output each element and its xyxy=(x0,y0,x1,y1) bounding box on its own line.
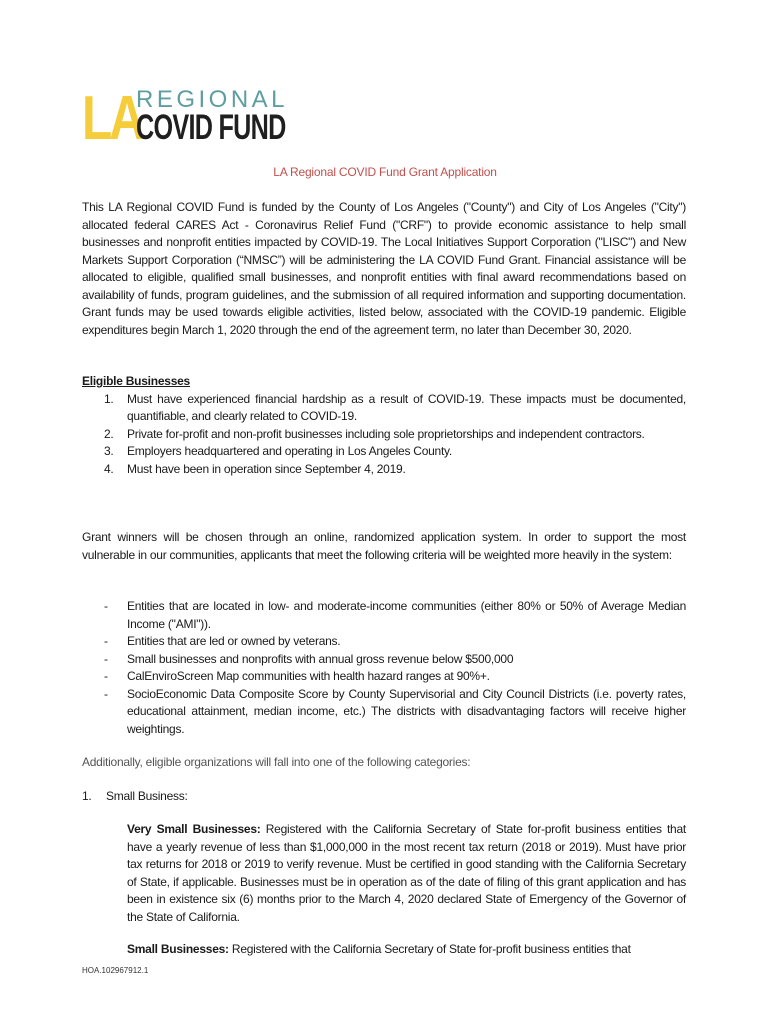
list-item xyxy=(82,461,686,479)
category-small-business xyxy=(82,788,686,806)
list-number: 1. xyxy=(104,391,114,406)
footer-doc-id: HOA.102967912.1 xyxy=(82,966,149,975)
list-text: SocioEconomic Data Composite Score by County Supervisorial and City Council Districts (i.e. poverty rates, educational attainment, median income, etc.) The districts with disadvantaging factors will receive higher weightings. xyxy=(127,686,686,736)
selection-paragraph: Grant winners will be chosen through an online, randomized application system. In order to support the most vulnerable in our communities, applicants that meet the following criteria will be weighted more heavily in the system: xyxy=(82,530,686,562)
list-text: Must have experienced financial hardship as a result of COVID-19. These impacts must be documented, quantifiable, and clearly related to COVID-19. xyxy=(127,391,686,423)
list-number: 2. xyxy=(104,426,114,441)
document-title: LA Regional COVID Fund Grant Application xyxy=(273,165,497,179)
category-label: Small Business: xyxy=(106,789,188,803)
very-small-label: Very Small Businesses: xyxy=(127,822,261,836)
criteria-list xyxy=(82,598,686,738)
list-number: 4. xyxy=(104,461,114,476)
list-item xyxy=(82,443,686,461)
logo-la: LA xyxy=(82,84,142,153)
logo-regional: REGIONAL xyxy=(136,86,289,113)
list-number: 1. xyxy=(82,789,92,803)
list-text: CalEnviroScreen Map communities with health hazard ranges at 90%+. xyxy=(127,669,490,683)
eligible-businesses-heading: Eligible Businesses xyxy=(82,374,190,388)
list-item xyxy=(82,426,686,444)
intro-paragraph: This LA Regional COVID Fund is funded by the County of Los Angeles ("County") and City of Los Angeles ("City") allocated federal CARES Act - Coronavirus Relief Fund ("CRF") to provide economic assistance to help small businesses and nonprofit entities impacted by COVID-19. The Local Initiatives Support Corporation ("LISC") and New Markets Support Corporation (“NMSC”) will be administering the LA COVID Fund Grant. Financial assistance will be allocated to eligible, qualified small businesses, and nonprofit entities with final award recommendations based on availability of funds, program guidelines, and the submission of all required information and supporting documentation. Grant funds may be used towards eligible activities, listed below, associated with the COVID-19 pandemic. Eligible expenditures begin March 1, 2020 through the end of the agreement term, no later than December 30, 2020. xyxy=(82,200,686,337)
list-item xyxy=(82,668,686,686)
additionally-paragraph: Additionally, eligible organizations will fall into one of the following categories: xyxy=(82,755,471,769)
small-text: Registered with the California Secretary of State for-profit business entities that xyxy=(228,942,631,956)
list-text: Employers headquartered and operating in Los Angeles County. xyxy=(127,444,453,458)
list-item xyxy=(82,633,686,651)
very-small-text: Registered with the California Secretary of State for-profit business entities that have a yearly revenue of less than $1,000,000 in the most recent tax return (2018 or 2019). Must have prior tax returns for 2018 or 2019 to verify revenue. Must be certified in good standing with the California Secretary of State, if applicable. Businesses must be in operation as of the date of filing of this grant application and has been in existence six (6) months prior to the March 4, 2020 declared State of Emergency of the Governor of the State of California. xyxy=(127,822,686,924)
small-label: Small Businesses: xyxy=(127,942,229,956)
dash: - xyxy=(104,599,108,613)
list-number: 3. xyxy=(104,444,114,458)
list-text: Small businesses and nonprofits with annual gross revenue below $500,000 xyxy=(127,651,514,666)
list-text: Private for-profit and non-profit businesses including sole proprietorships and independent contractors. xyxy=(127,426,645,441)
eligible-businesses-section xyxy=(82,373,686,478)
list-text: Must have been in operation since September 4, 2019. xyxy=(127,461,406,476)
list-text: Entities that are located in low- and moderate-income communities (either 80% or 50% of Average Median Income ("AMI")). xyxy=(127,599,686,631)
list-item xyxy=(82,598,686,633)
list-item xyxy=(82,391,686,426)
small-businesses-paragraph xyxy=(82,941,686,959)
list-item xyxy=(82,651,686,669)
dash: - xyxy=(104,669,108,683)
logo-covid-fund: COVID FUND xyxy=(136,108,286,147)
dash: - xyxy=(104,651,108,666)
dash: - xyxy=(104,634,108,648)
dash: - xyxy=(104,686,108,701)
la-regional-covid-fund-logo xyxy=(82,84,302,153)
list-item xyxy=(82,686,686,739)
list-text: Entities that are led or owned by veterans. xyxy=(127,634,341,648)
very-small-businesses-paragraph xyxy=(82,821,686,926)
